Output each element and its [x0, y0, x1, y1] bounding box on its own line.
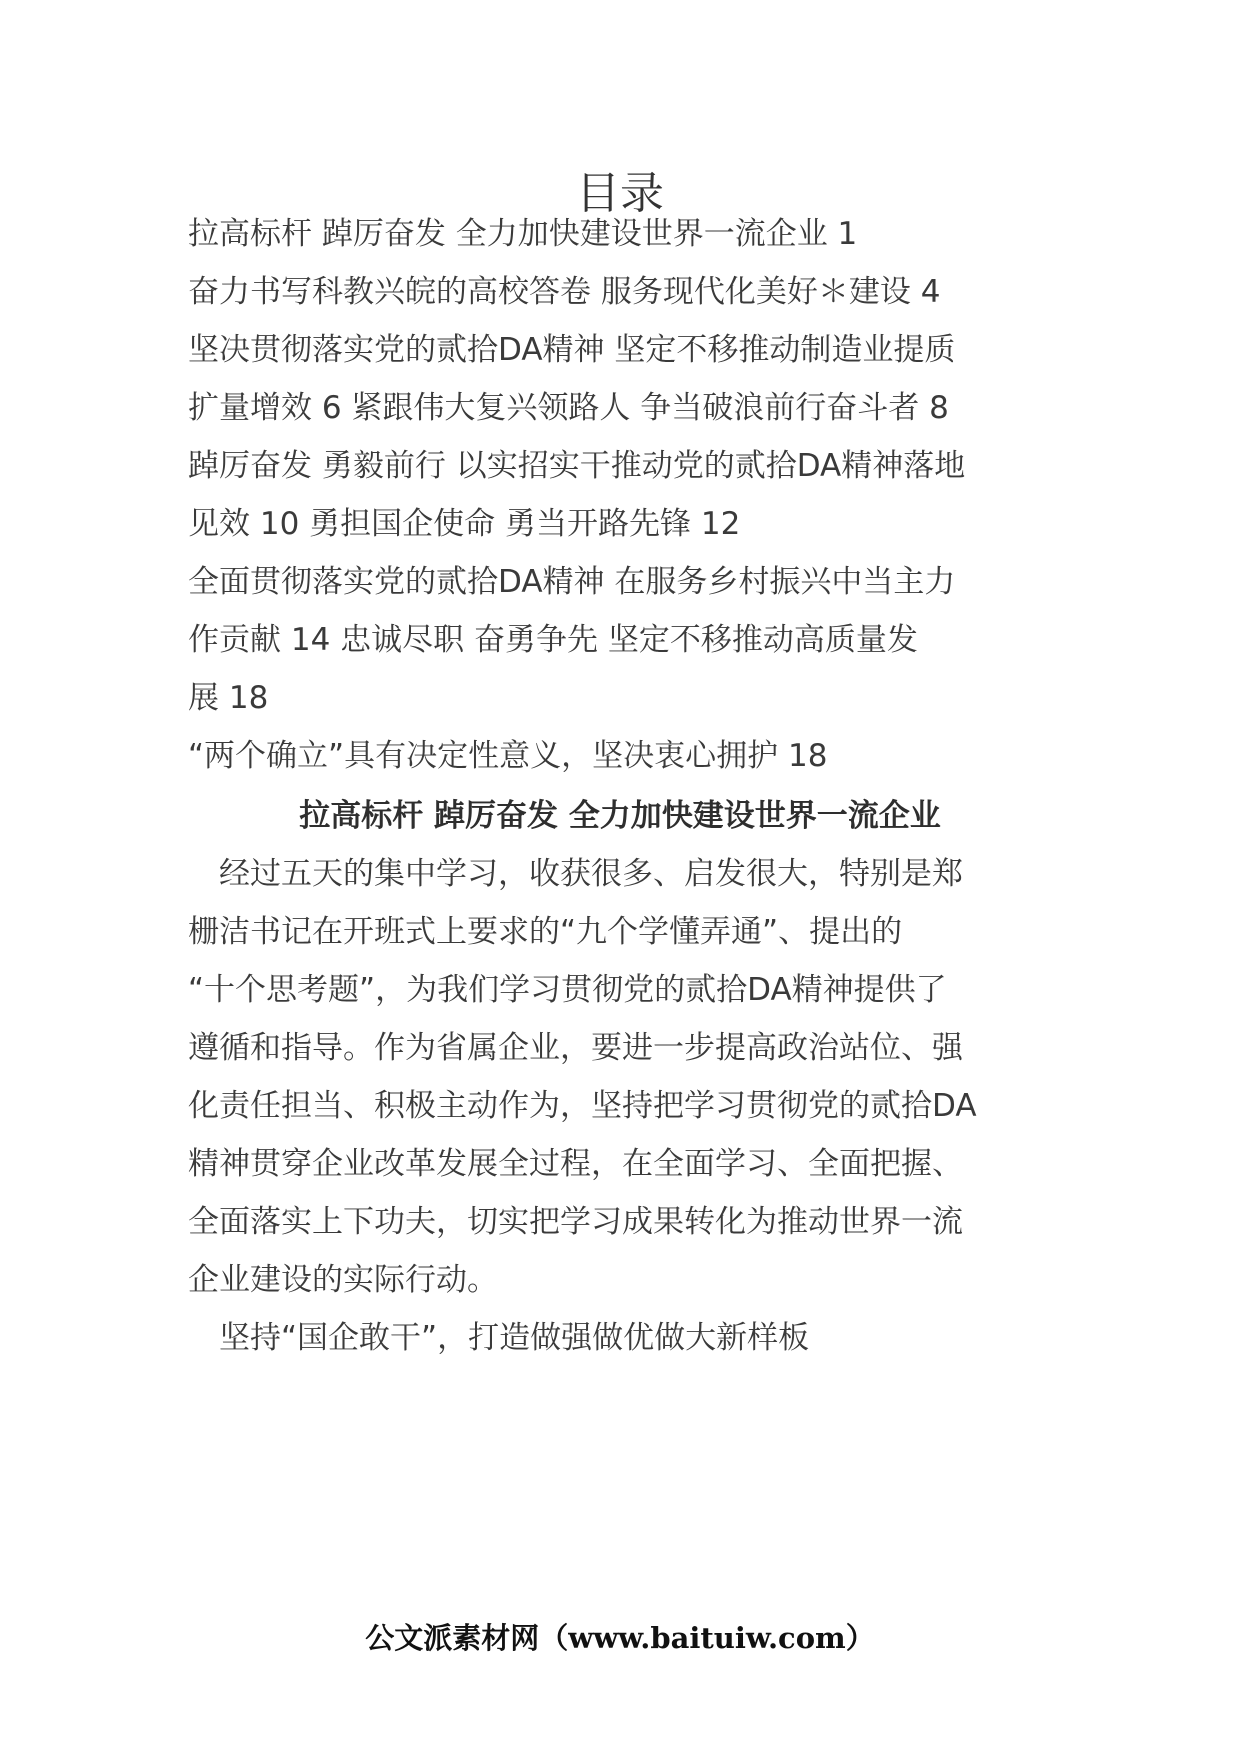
page-title: 目录: [576, 168, 664, 219]
body-line: 精神贯穿企业改革发展全过程，在全面学习、全面把握、: [188, 1146, 963, 1182]
body-line: 坚持“国企敢干”，打造做强做优做大新样板: [188, 1320, 810, 1356]
body-line: 全面落实上下功夫，切实把学习成果转化为推动世界一流: [188, 1204, 963, 1240]
toc-line[interactable]: 奋力书写科教兴皖的高校答卷 服务现代化美好＊建设 4: [188, 274, 941, 310]
footer-watermark: 公文派素材网（www.baituiw.com）: [365, 1621, 875, 1655]
toc-line[interactable]: “两个确立”具有决定性意义，坚决衷心拥护 18: [188, 738, 828, 774]
body-line: 经过五天的集中学习，收获很多、启发很大，特别是郑: [188, 856, 963, 892]
toc-line[interactable]: 踔厉奋发 勇毅前行 以实招实干推动党的贰拾DA精神落地: [188, 448, 966, 484]
body-line: “十个思考题”，为我们学习贯彻党的贰拾DA精神提供了: [188, 972, 947, 1008]
article-heading: 拉高标杆 踔厉奋发 全力加快建设世界一流企业: [299, 798, 941, 834]
toc-line[interactable]: 坚决贯彻落实党的贰拾DA精神 坚定不移推动制造业提质: [188, 332, 956, 368]
toc-line[interactable]: 展 18: [188, 680, 269, 716]
body-line: 化责任担当、积极主动作为，坚持把学习贯彻党的贰拾DA: [188, 1088, 977, 1124]
toc-line[interactable]: 作贡献 14 忠诚尽职 奋勇争先 坚定不移推动高质量发: [188, 622, 918, 658]
toc-line[interactable]: 扩量增效 6 紧跟伟大复兴领路人 争当破浪前行奋斗者 8: [188, 390, 949, 426]
body-line: 企业建设的实际行动。: [188, 1262, 498, 1298]
body-line: 遵循和指导。作为省属企业，要进一步提高政治站位、强: [188, 1030, 963, 1066]
body-line: 栅洁书记在开班式上要求的“九个学懂弄通”、提出的: [188, 914, 903, 950]
toc-line[interactable]: 拉高标杆 踔厉奋发 全力加快建设世界一流企业 1: [188, 216, 858, 252]
toc-line[interactable]: 全面贯彻落实党的贰拾DA精神 在服务乡村振兴中当主力: [188, 564, 956, 600]
toc-line[interactable]: 见效 10 勇担国企使命 勇当开路先锋 12: [188, 506, 741, 542]
